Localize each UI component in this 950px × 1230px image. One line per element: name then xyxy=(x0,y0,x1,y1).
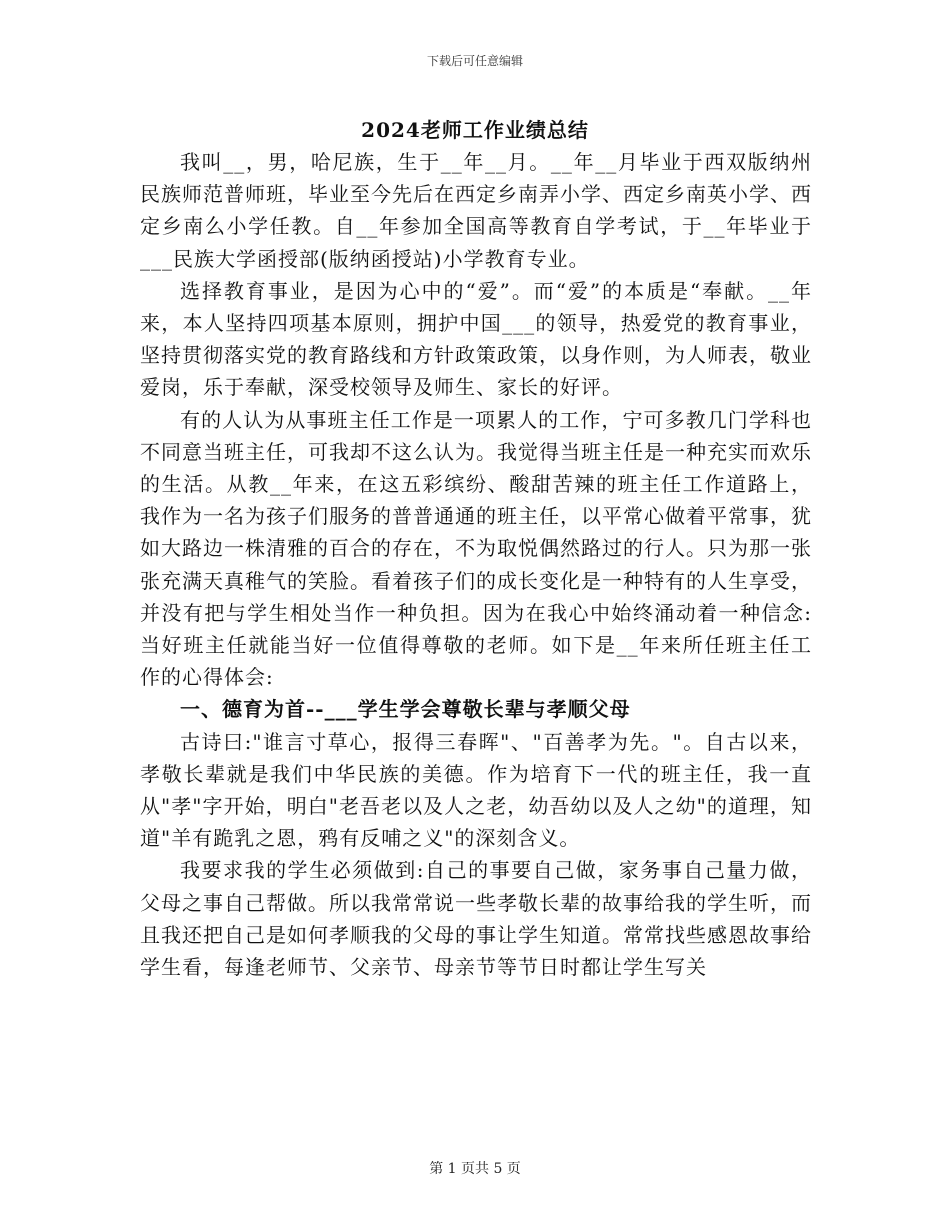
document-body xyxy=(140,146,812,983)
section-heading: 一、德育为首--___学生学会尊敬长辈与孝顺父母 xyxy=(180,697,631,722)
paragraph-love-of-education: 选择教育事业，是因为心中的“爱”。而“爱”的本质是“奉献。__年来，本人坚持四项基本原则，拥护中国___的领导，热爱党的教育事业，坚持贯彻落实党的教育路线和方针政策政策，以身作则，为人师表，敬业爱岗，乐于奉献，深受校领导及师生、家长的好评。 xyxy=(140,278,812,400)
paragraph-intro: 我叫__，男，哈尼族，生于__年__月。__年__月毕业于西双版纳州民族师范普师班，毕业至今先后在西定乡南弄小学、西定乡南英小学、西定乡南么小学任教。自__年参加全国高等教育自学考试，于__年毕业于___民族大学函授部(版纳函授站)小学教育专业。 xyxy=(140,150,812,271)
document-title: 2024老师工作业绩总结 xyxy=(361,118,589,142)
paragraph-filial-piety: 古诗曰:"谁言寸草心，报得三春晖"、"百善孝为先。"。自古以来，孝敬长辈就是我们中华民族的美德。作为培育下一代的班主任，我一直从"孝"字开始，明白"老吾老以及人之老，幼吾幼以及人之幼"的道理，知道"羊有跪乳之恩，鸦有反哺之义"的深刻含义。 xyxy=(140,729,812,851)
header-note: 下载后可任意编辑 xyxy=(426,54,523,68)
page-footer: 第 1 页共 5 页 xyxy=(429,1161,521,1177)
paragraph-student-requirements: 我要求我的学生必须做到:自己的事要自己做，家务事自己量力做，父母之事自己帮做。所以我常常说一些孝敬长辈的故事给我的学生听，而且我还把自己是如何孝顺我的父母的事让学生知道。常常找些感恩故事给学生看，每逢老师节、父亲节、母亲节等节日时都让学生写关 xyxy=(140,858,812,980)
paragraph-head-teacher: 有的人认为从事班主任工作是一项累人的工作，宁可多教几门学科也不同意当班主任，可我却不这么认为。我觉得当班主任是一种充实而欢乐的生活。从教__年来，在这五彩缤纷、酸甜苦辣的班主任工作道路上，我作为一名为孩子们服务的普普通通的班主任，以平常心做着平常事，犹如大路边一株清雅的百合的存在，不为取悦偶然路过的行人。只为那一张张充满天真稚气的笑脸。看着孩子们的成长变化是一种特有的人生享受，并没有把与学生相处当作一种负担。因为在我心中始终涌动着一种信念:当好班主任就能当好一位值得尊敬的老师。如下是__年来所任班主任工作的心得体会: xyxy=(140,407,812,690)
